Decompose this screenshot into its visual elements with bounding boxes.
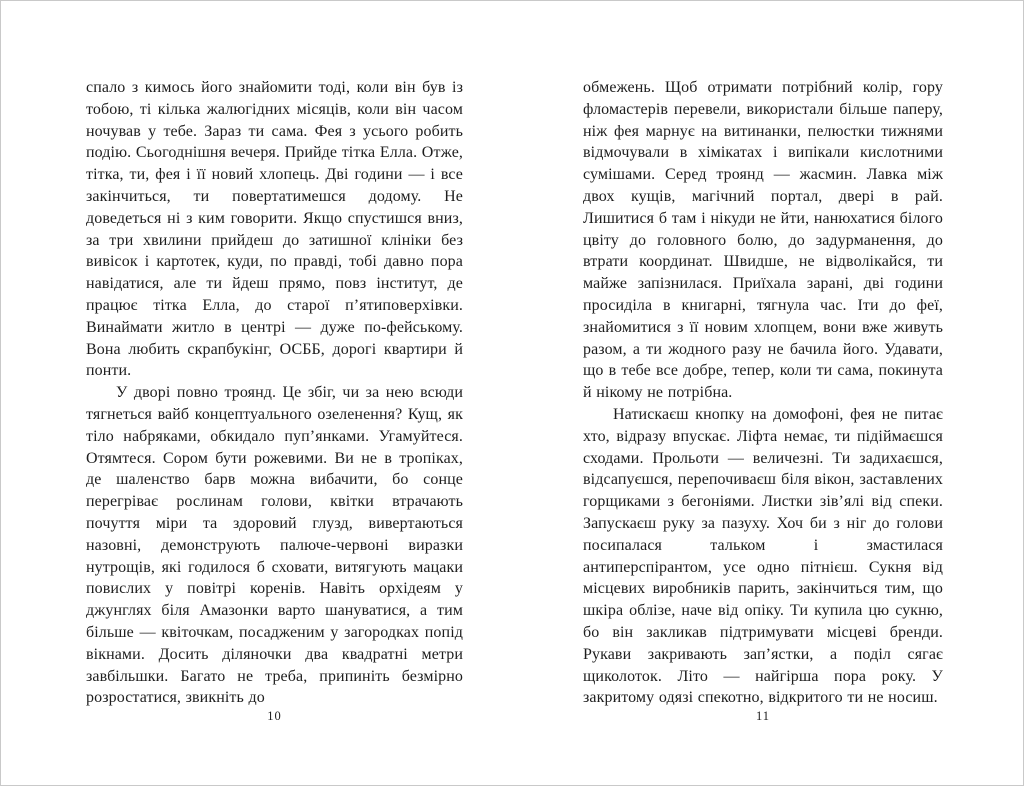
paragraph-continued: спало з кимось його знайомити тоді, коли він був із тобою, ті кілька жалюгідних місяців, коли він часом ночував у тебе. Зараз ти сама. Фея з усього робить подію. Сьогоднішня вечеря. Прийде тітка Елла. Отже, тітка, ти, фея і її новий хлопець. Дві години — і все закінчиться, ти повертатимешся додому. Не доведеться ні з ким говорити. Якщо спустишся вниз, за три хвилини прийдеш до затишної клініки без вивісок і картотек, куди, по правді, тобі давно пора навідатися, але ти йдеш прямо, повз інститут, де працює тітка Елла, до старої п’ятиповерхівки. Винаймати житло в центрі — дуже по-фейському. Вона любить скрапбукінг, ОСББ, дорогі квартири й понти. [86,79,463,380]
left-page-text [86,77,463,709]
right-page-number: 11 [755,709,771,723]
paragraph: Натискаєш кнопку на домофоні, фея не питає хто, відразу впускає. Ліфта немає, ти підіймаєшся сходами. Прольоти — величезні. Ти задихаєшся, відсапуєшся, перепочиваєш біля вікон, заставлених горщиками з бегоніями. Листки зів’ялі від спеки. Запускаєш руку за пазуху. Хоч би з ніг до голови посипалася тальком і змастилася антиперспірантом, усе одно пітнієш. Сукня від місцевих виробників парить, закінчиться тим, що шкіра облізе, наче від опіку. Ти купила цю сукню, бо він закликав підтримувати місцеві бренди. Рукави закривають зап’ястки, а поділ сягає щиколоток. Літо — найгірша пора року. У закритому одязі спекотно, відкритого ти не носиш. [583,405,943,707]
paragraph: У дворі повно троянд. Це збіг, чи за нею всюди тягнеться вайб концептуального озеленення? Кущ, як тіло набряками, обкидало пуп’янками. Угамуйтеся. Отямтеся. Сором бути рожевими. Ви не в тропіках, де шаленство барв можна вибачити, бо сонце перегріває рослинам голови, квітки втрачають почуття міри та здоровий глузд, вивертаються назовні, демонструють палюче-червоні виразки нутрощів, які годилося б сховати, витягують мацаки повислих у повітрі коренів. Навіть орхідеям у джунглях біля Амазонки варто шануватися, а тим більше — квіточкам, посадженим у загородках попід вікнами. Досить діляночки два квадратні метри завбільшки. Багато не треба, припиніть безмірно розростатися, звикніть до [86,384,463,707]
left-page-number: 10 [267,709,282,723]
right-page-text [583,77,943,709]
paragraph-continued: обмежень. Щоб отримати потрібний колір, гору фломастерів перевели, використали більше паперу, ніж фея марнує на витинанки, пелюстки тижнями відмочували в хімікатах і випікали кислотними сумішами. Серед троянд — жасмин. Лавка між двох кущів, магічний портал, двері в рай. Лишитися б там і нікуди не йти, нанюхатися білого цвіту до головного болю, до задурманення, до втрати координат. Швидше, не відволікайся, ти майже запізнилася. Приїхала зарані, дві години просиділа в книгарні, тягнула час. Іти до феї, знайомитися з її новим хлопцем, вони вже живуть разом, а ти жодного разу не бачила його. Удавати, що в тебе все добре, тепер, коли ти сама, покинута й нікому не потрібна. [583,79,943,402]
